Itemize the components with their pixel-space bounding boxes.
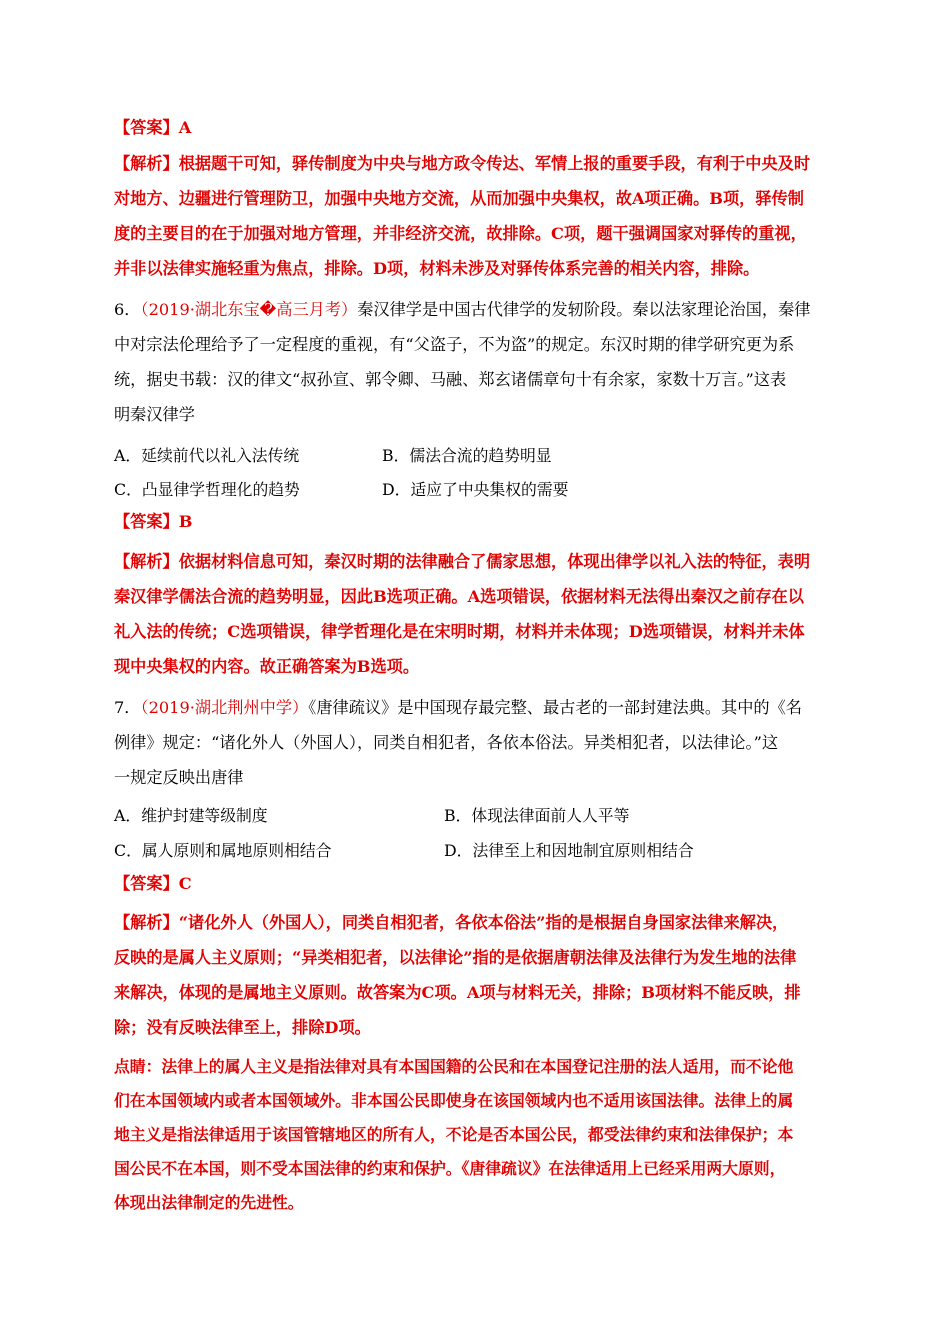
q7-analysis-line: 【解析】“诸化外人（外国人），同类自相犯者，各依本俗法”指的是根据自身国家法律来解决， [114, 913, 789, 932]
q6-option-d: D．适应了中央集权的需要 [382, 480, 569, 499]
q7-note-line: 国公民不在本国，则不受本国法律的约束和保护。《唐律疏议》在法律适用上已经采用两大原则， [114, 1159, 786, 1178]
q6-analysis [114, 544, 836, 684]
q6-stem-line [114, 292, 836, 327]
q7-stem-first: 《唐律疏议》是中国现存最完整、最古老的一部封建法典。其中的《名 [308, 698, 802, 717]
q7-option-a: A．维护封建等级制度 [114, 806, 268, 825]
q7-analysis-line: 反映的是属人主义原则；“异类相犯者，以法律论”指的是依据唐朝法律及法律行为发生地的法律 [114, 948, 797, 967]
q7-stem [114, 690, 836, 795]
q7-analysis-line: 来解决，体现的是属地主义原则。故答案为C项。A项与材料无关，排除；B项材料不能反映，排 [114, 983, 801, 1002]
q6-analysis-line: 现中央集权的内容。故正确答案为B选项。 [114, 657, 420, 676]
q7-analysis [114, 905, 836, 1045]
q6-source: （2019·湖北东宝�高三月考） [140, 300, 358, 319]
q6-option-c: C．凸显律学哲理化的趋势 [114, 480, 300, 499]
q7-stem-line [114, 690, 836, 725]
q6-option-a: A．延续前代以礼入法传统 [114, 446, 300, 465]
q7-answer: 【答案】C [114, 874, 192, 893]
q6-stem-first: 秦汉律学是中国古代律学的发轫阶段。秦以法家理论治国，秦律 [357, 300, 811, 319]
q7-note-line: 们在本国领域内或者本国领域外。非本国公民即使身在该国领域内也不适用该国法律。法律上的属 [114, 1091, 794, 1110]
q7-option-d: D．法律至上和因地制宜原则相结合 [444, 841, 694, 860]
q5-answer: 【答案】A [114, 118, 192, 137]
q6-answer: 【答案】B [114, 512, 193, 531]
q7-option-c: C．属人原则和属地原则相结合 [114, 841, 332, 860]
q7-analysis-line: 除；没有反映法律至上，排除D项。 [114, 1018, 371, 1037]
q5-analysis-line: 并非以法律实施轻重为焦点，排除。D项，材料未涉及对驿传体系完善的相关内容，排除。 [114, 259, 760, 278]
q5-analysis-line: 度的主要目的在于加强对地方管理，并非经济交流，故排除。C项，题干强调国家对驿传的重视， [114, 224, 807, 243]
q6-stem-line: 中对宗法伦理给予了一定程度的重视，有“父盗子，不为盗”的规定。东汉时期的律学研究更为系 [114, 335, 795, 354]
q7-number: 7． [114, 698, 141, 717]
q7-source: （2019·湖北荆州中学） [140, 698, 309, 717]
q6-stem-line: 统，据史书载：汉的律文“叔孙宣、郭令卿、马融、郑玄诸儒章句十有余家，家数十万言。”这表 [114, 370, 787, 389]
q5-analysis-line: 对地方、边疆进行管理防卫，加强中央地方交流，从而加强中央集权，故A项正确。B项，驿传制 [114, 189, 804, 208]
q6-number: 6． [114, 300, 141, 319]
q6-stem-line: 明秦汉律学 [114, 405, 195, 424]
q7-option-b: B．体现法律面前人人平等 [444, 806, 630, 825]
q6-analysis-line: 秦汉律学儒法合流的趋势明显，因此B选项正确。A选项错误，依据材料无法得出秦汉之前存在以 [114, 587, 804, 606]
q6-analysis-line: 礼入法的传统；C选项错误，律学哲理化是在宋明时期，材料并未体现；D选项错误，材料并未体 [114, 622, 805, 641]
q5-analysis [114, 146, 836, 286]
q7-stem-line: 例律》规定：“诸化外人（外国人），同类自相犯者，各依本俗法。异类相犯者，以法律论。”这 [114, 733, 779, 752]
q7-note-line: 体现出法律制定的先进性。 [114, 1193, 304, 1212]
q6-stem [114, 292, 836, 432]
q7-note-line: 点睛：法律上的属人主义是指法律对具有本国国籍的公民和在本国登记注册的法人适用，而不论他 [114, 1057, 794, 1076]
q7-note-line: 地主义是指法律适用于该国管辖地区的所有人，不论是否本国公民，都受法律约束和法律保护；本 [114, 1125, 794, 1144]
q7-stem-line: 一规定反映出唐律 [114, 768, 244, 787]
q6-analysis-line: 【解析】依据材料信息可知，秦汉时期的法律融合了儒家思想，体现出律学以礼入法的特征，表明 [114, 552, 811, 571]
q6-option-b: B．儒法合流的趋势明显 [382, 446, 552, 465]
q7-note [114, 1050, 836, 1220]
q5-analysis-line: 【解析】根据题干可知，驿传制度为中央与地方政令传达、军情上报的重要手段，有利于中央及时 [114, 154, 811, 173]
